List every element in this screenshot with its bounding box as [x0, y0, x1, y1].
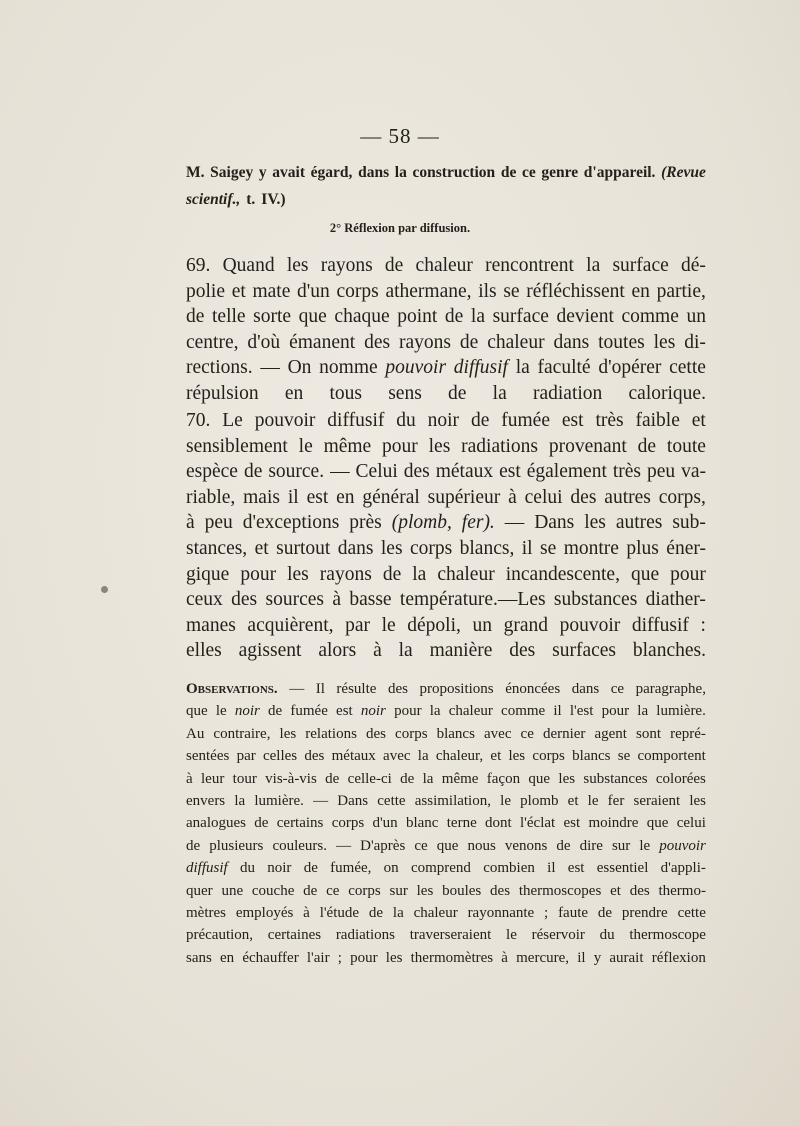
- text-line: 69. Quand les rayons de chaleur rencontrent la surface dé-: [186, 255, 706, 276]
- text-line: Au contraire, les relations des corps blancs avec ce dernier agent sont repré-: [186, 725, 706, 742]
- text-line: diffusif du noir de fumée, on comprend combien il est essentiel d'appli-: [186, 860, 706, 877]
- paper-spot: [101, 586, 108, 593]
- observations-paragraph: [186, 678, 706, 969]
- text-line: que le noir de fumée est noir pour la chaleur comme il l'est pour la lumière.: [186, 703, 706, 720]
- text-line: polie et mate d'un corps athermane, ils se réfléchissent en partie,: [186, 280, 706, 302]
- text-line: espèce de source. — Celui des métaux est également très peu va-: [186, 461, 706, 483]
- text-line: précaution, certaines radiations traverseraient le réservoir du thermoscope: [186, 927, 706, 944]
- text-line: gique pour les rayons de la chaleur incandescente, que pour: [186, 563, 706, 585]
- text-line: stances, et surtout dans les corps blancs, il se montre plus éner-: [186, 537, 706, 559]
- text-line: mètres employés à l'étude de la chaleur rayonnante ; faute de prendre cette: [186, 904, 706, 921]
- text-line: analogues de certains corps d'un blanc terne dont l'éclat est moindre que celui: [186, 815, 706, 832]
- text-line: rections. — On nomme pouvoir diffusif la faculté d'opérer cette: [186, 357, 706, 379]
- text-line: répulsion en tous sens de la radiation calorique.: [186, 382, 706, 404]
- paragraph-70: [186, 408, 706, 664]
- text-line: ceux des sources à basse température.—Les substances diather-: [186, 589, 706, 611]
- text-line: à leur tour vis-à-vis de celle-ci de la même façon que les substances colorées: [186, 770, 706, 787]
- text-line: elles agissent alors à la manière des surfaces blanches.: [186, 640, 706, 662]
- paragraph-69: [186, 253, 706, 407]
- text-line: quer une couche de ce corps sur les boules des thermoscopes et des thermo-: [186, 882, 706, 899]
- text-line: 70. Le pouvoir diffusif du noir de fumée est très faible et: [186, 410, 706, 431]
- page-number: — 58 —: [360, 124, 440, 148]
- section-subheading: 2° Réflexion par diffusion.: [329, 221, 471, 235]
- text-line: manes acquièrent, par le dépoli, un grand pouvoir diffusif :: [186, 614, 706, 636]
- text-line: envers la lumière. — Dans cette assimilation, le plomb et le fer seraient les: [186, 792, 706, 809]
- text-line: de telle sorte que chaque point de la surface devient comme un: [186, 306, 706, 328]
- text-line: M. Saigey y avait égard, dans la construction de ce genre d'appareil. (Revue: [186, 164, 706, 181]
- text-line: Observations. — Il résulte des propositions énoncées dans ce paragraphe,: [186, 681, 706, 697]
- text-line: sentées par celles des métaux avec la chaleur, et les corps blancs se comportent: [186, 748, 706, 765]
- text-line: à peu d'exceptions près (plomb, fer). — Dans les autres sub-: [186, 512, 706, 534]
- intro-text: [186, 159, 706, 213]
- text-line: sensiblement le même pour les radiations provenant de toute: [186, 435, 706, 457]
- text-line: scientif., t. IV.): [186, 191, 286, 208]
- text-line: riable, mais il est en général supérieur à celui des autres corps,: [186, 486, 706, 508]
- text-line: sans en échauffer l'air ; pour les thermomètres à mercure, il y aurait réflexion: [186, 949, 706, 966]
- text-line: de plusieurs couleurs. — D'après ce que nous venons de dire sur le pouvoir: [186, 837, 706, 854]
- text-line: centre, d'où émanent des rayons de chaleur dans toutes les di-: [186, 331, 706, 353]
